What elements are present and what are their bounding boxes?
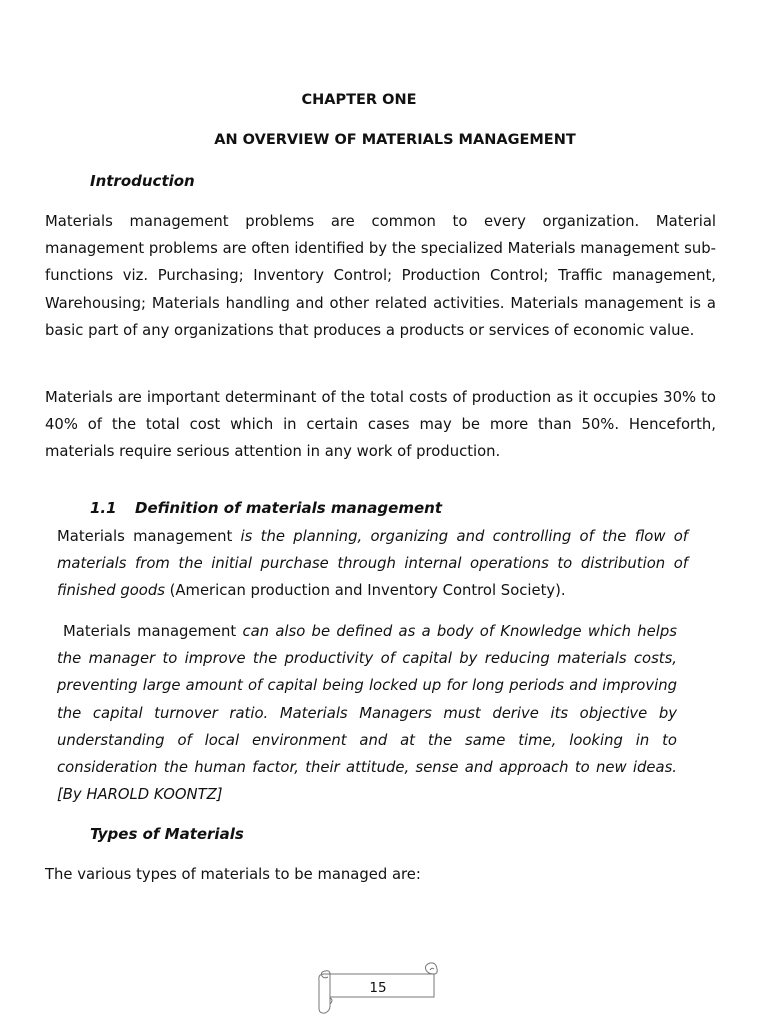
chapter-subtitle: AN OVERVIEW OF MATERIALS MANAGEMENT — [214, 132, 576, 148]
section-title: Definition of materials management — [135, 499, 442, 517]
definition-paragraph-1 — [57, 523, 688, 605]
page-number-scroll — [316, 960, 440, 1014]
section-number: 1.1 — [90, 499, 117, 517]
definition-paragraph-2 — [57, 618, 677, 808]
intro-paragraph-2: Materials are important determinant of the total costs of production as it occupies 30% to 40% of the total cost which in certain cases may be more than 50%. Henceforth, materials require serious attention in any work of production. — [45, 389, 716, 461]
intro-paragraph-1: Materials management problems are common to every organization. Material management problems are often identified by the specialized Materials management sub-functions viz. Purchasing; Inventory Control; Production Control; Traffic management, Warehousing; Materials handling and other related activities. Materials management is a basic part of any organizations that produces a products or services of economic value. — [45, 213, 716, 339]
types-intro: The various types of materials to be managed are: — [45, 866, 421, 883]
types-heading: Types of Materials — [90, 825, 244, 843]
definition-1-italic: is the planning, organizing and controlling of the flow of materials from the initial purchase through internal operations to distribution of finished goods — [57, 528, 688, 600]
section-heading — [90, 499, 442, 517]
chapter-title: CHAPTER ONE — [301, 92, 417, 108]
page-number: 15 — [369, 980, 387, 996]
introduction-heading: Introduction — [90, 172, 195, 190]
definition-2-lead: Materials management — [63, 623, 243, 640]
definition-1-lead: Materials management — [57, 528, 241, 545]
definition-2-italic: can also be defined as a body of Knowledge which helps the manager to improve the productivity of capital by reducing materials costs, preventing large amount of capital being locked up for long periods and improving the capital turnover ratio. Materials Managers must derive its objective by understanding of local environment and at the same time, looking in to consideration the human factor, their attitude, sense and approach to new ideas. [By HAROLD KOONTZ] — [57, 623, 677, 804]
definition-1-tail: (American production and Inventory Control Society). — [164, 582, 566, 600]
